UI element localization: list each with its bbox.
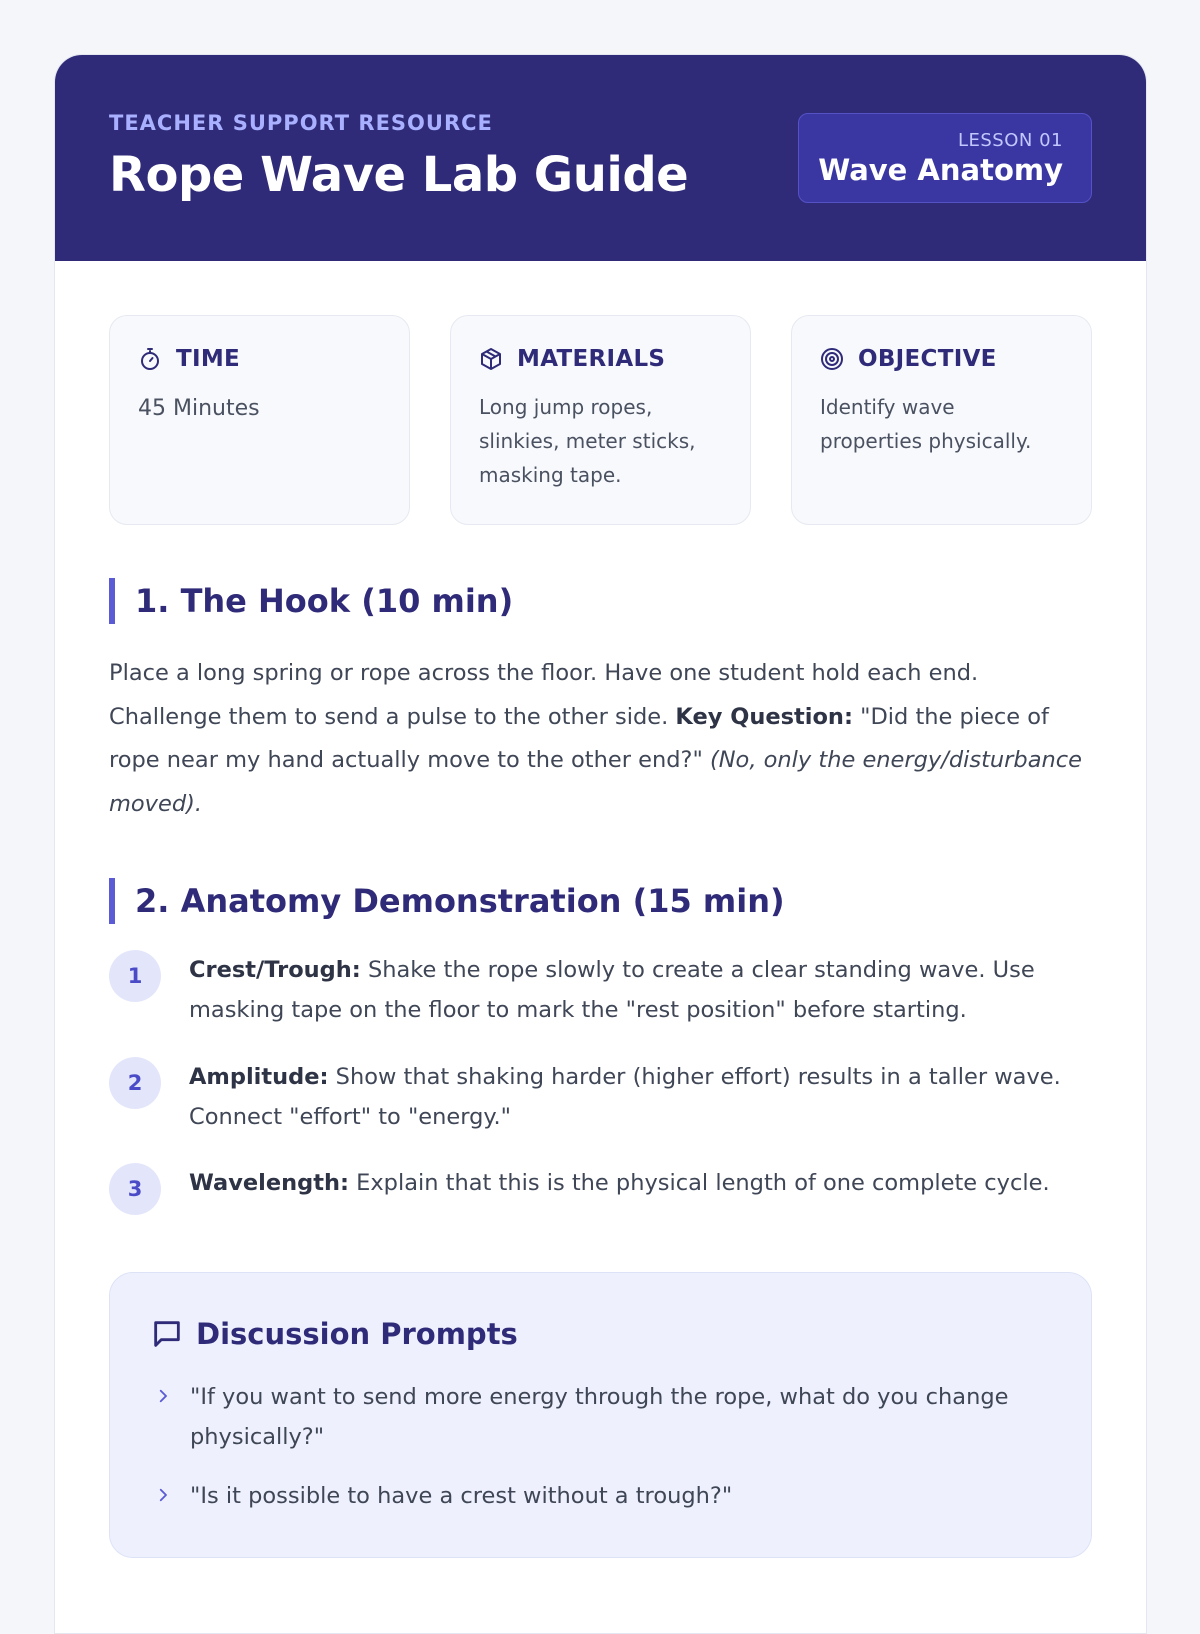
key-question-label: Key Question: [675,703,853,730]
lab-guide-card [54,54,1147,1634]
step-number-badge: 2 [109,1057,161,1109]
materials-value: Long jump ropes, slinkies, meter sticks, masking tape. [479,395,696,487]
discussion-title: Discussion Prompts [196,1317,518,1351]
page-title: Rope Wave Lab Guide [109,147,689,203]
step-text: Wavelength: Explain that this is the physical length of one complete cycle. [189,1170,1050,1196]
prompt-text: "Is it possible to have a crest without a trough?" [190,1483,733,1509]
hook-heading: 1. The Hook (10 min) [109,578,513,624]
step-number-badge: 3 [109,1163,161,1215]
target-icon [820,347,844,371]
chevron-right-icon [154,1387,172,1405]
objective-value: Identify wave properties physically. [820,395,1032,453]
step-text: Amplitude: Show that shaking harder (higher effort) results in a taller wave. Connect "effort" to "energy." [189,1064,1061,1130]
step-text: Crest/Trough: Shake the rope slowly to create a clear standing wave. Use masking tape on the floor to mark the "rest position" before starting. [189,957,1035,1023]
time-card [109,315,410,525]
resource-eyebrow: TEACHER SUPPORT RESOURCE [109,111,493,135]
anatomy-heading: 2. Anatomy Demonstration (15 min) [109,878,785,924]
prompt-text: "If you want to send more energy through the rope, what do you change physically?" [190,1384,1009,1450]
time-label: TIME [176,346,241,372]
chevron-right-icon [154,1486,172,1504]
box-icon [479,347,503,371]
lesson-number: LESSON 01 [957,130,1063,151]
discussion-prompts-box [109,1272,1092,1558]
chat-bubble-icon [150,1317,184,1351]
lesson-name: Wave Anatomy [818,153,1063,187]
materials-card [450,315,751,525]
step-number-badge: 1 [109,950,161,1002]
objective-label: OBJECTIVE [858,346,997,372]
hook-answer: (No, only the energy/disturbance moved). [109,747,1082,817]
lesson-badge [798,113,1092,203]
time-value: 45 Minutes [138,396,260,421]
stopwatch-icon [138,347,162,371]
info-cards [109,315,1092,525]
objective-card [791,315,1092,525]
materials-label: MATERIALS [517,346,666,372]
hook-paragraph: Place a long spring or rope across the floor. Have one student hold each end. Challenge them to send a pulse to the other side. Key Question: "Did the piece of rope near my hand actually move to the other end?" (No, only the energy/disturbance moved). [109,660,1082,817]
header-banner [55,55,1146,261]
